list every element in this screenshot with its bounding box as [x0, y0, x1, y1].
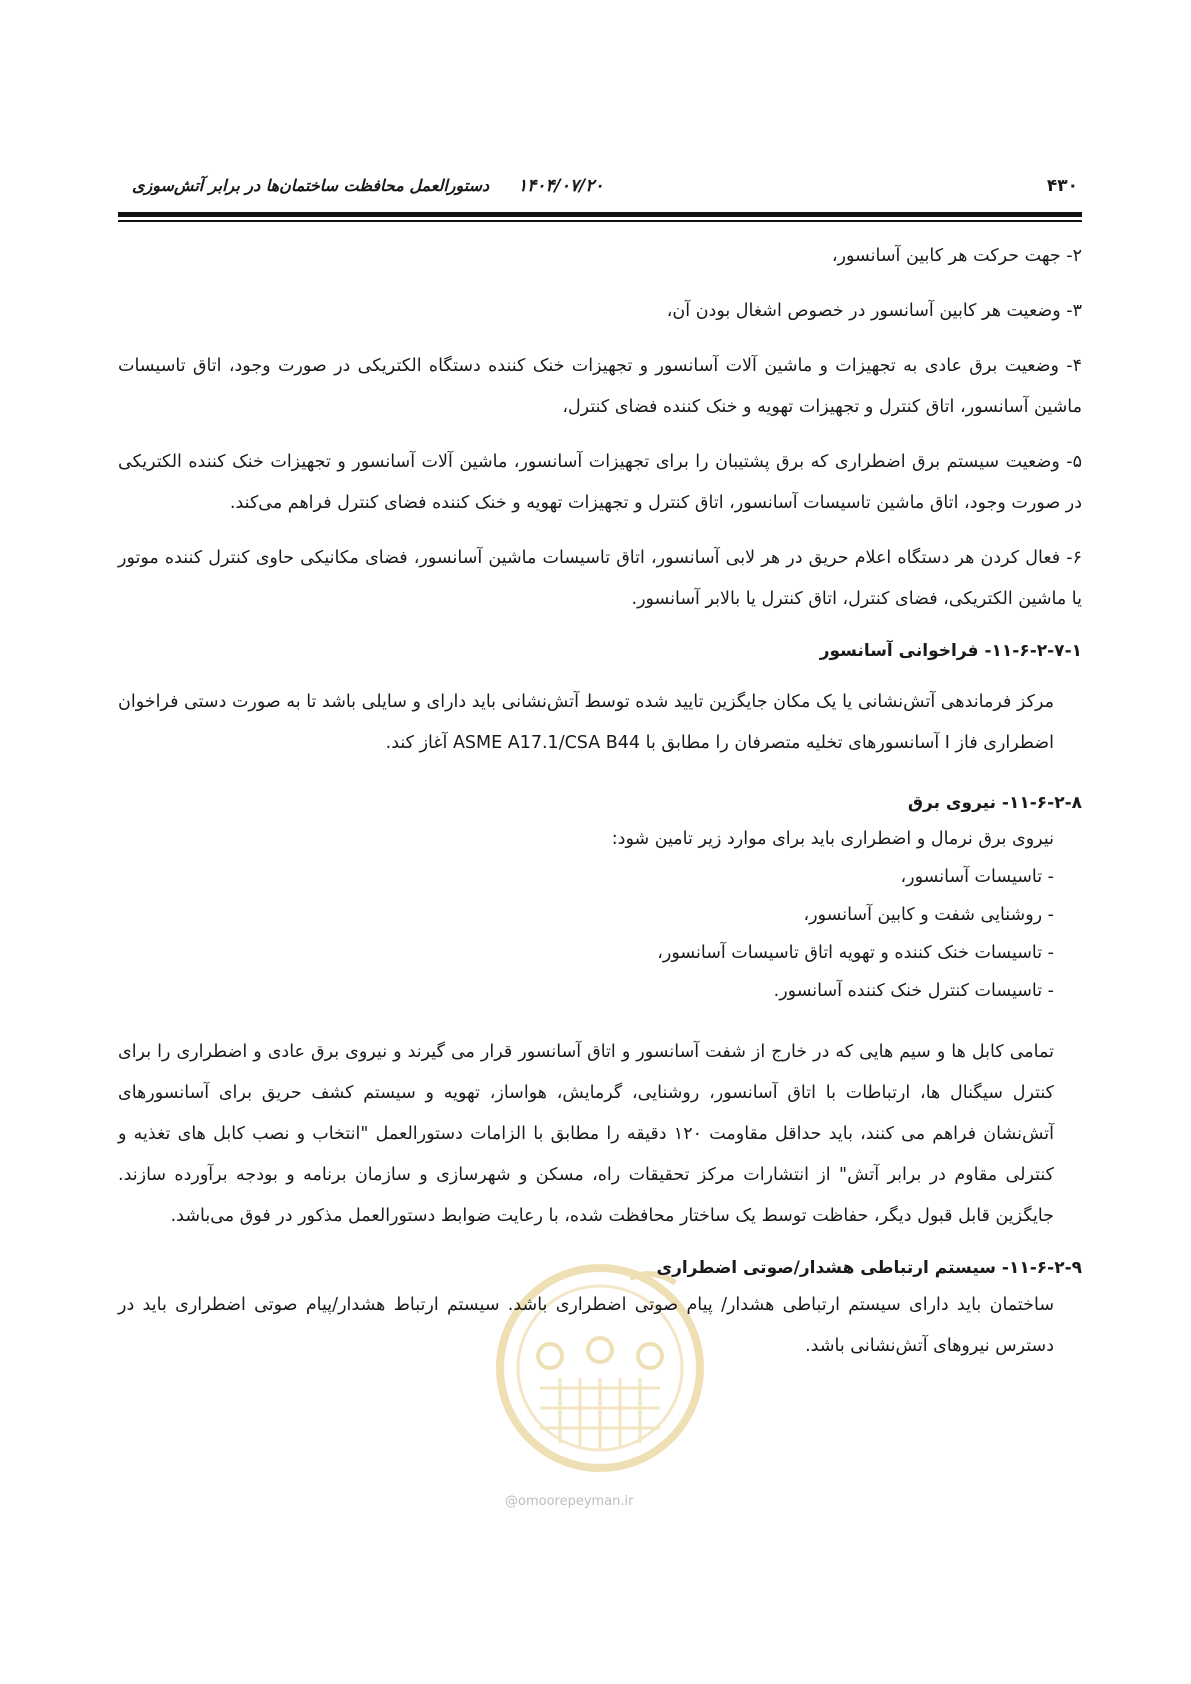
item-2: ۲- جهت حرکت هر کابین آسانسور، [831, 246, 1082, 266]
header-rule-thick [118, 212, 1082, 217]
header-title: دستورالعمل محافظت ساختمان‌ها در برابر آتش‌سوزی [132, 176, 490, 195]
recall-paragraph [118, 682, 1082, 764]
item-4: ۴- وضعیت برق عادی به تجهیزات و ماشین آلات آسانسور و تجهیزات خنک کننده دستگاه الکتریکی در صورت وجود، اتاق تاسیسات ماشین آسانسور، اتاق کنترل و تجهیزات تهویه و خنک کننده فضای کنترل، [118, 356, 1082, 417]
item-6: ۶- فعال کردن هر دستگاه اعلام حریق در هر لابی آسانسور، اتاق تاسیسات ماشین آسانسور، فضای مکانیکی حاوی کنترل کننده موتور یا ماشین الکتریکی، فضای کنترل، اتاق کنترل یا بالابر آسانسور. [118, 548, 1082, 609]
power-list-item: - روشنایی شفت و کابین آسانسور، [803, 905, 1054, 925]
document-body [118, 236, 1082, 1367]
power-list-item: - تاسیسات آسانسور، [900, 867, 1054, 887]
voice-alarm-paragraph: ساختمان باید دارای سیستم ارتباطی هشدار/ پیام صوتی اضطراری باشد. سیستم ارتباط هشدار/پیام صوتی اضطراری باید در دسترس نیروهای آتش‌نشانی باشد. [118, 1295, 1054, 1356]
recall-text-b: آغاز کند. [385, 733, 448, 753]
watermark-url: @omoorepeyman.ir [505, 1494, 634, 1509]
recall-standard: ASME A17.1/CSA B44 [452, 733, 641, 753]
recall-text-a: مرکز فرماندهی آتش‌نشانی یا یک مکان جایگزین تایید شده توسط آتش‌نشانی باید دارای و سایلی باشد تا به صورت دستی فراخوان اضطراری فاز I آسانسورهای تخلیه متصرفان را مطابق با [118, 692, 1054, 753]
power-list-item: - تاسیسات کنترل خنک کننده آسانسور. [773, 981, 1054, 1001]
header-date: ۱۴۰۴/۰۷/۲۰ [518, 176, 604, 196]
heading-voice-alarm: ۱۱-۶-۲-۹- سیستم ارتباطی هشدار/صوتی اضطراری [656, 1258, 1082, 1278]
power-list [118, 820, 1082, 1010]
item-5: ۵- وضعیت سیستم برق اضطراری که برق پشتیبان را برای تجهیزات آسانسور، ماشین آلات آسانسور و تجهیزات خنک کننده الکتریکی در صورت وجود، اتاق ماشین تاسیسات آسانسور، اتاق کنترل و تجهیزات تهویه و خنک کننده فضای کنترل فراهم می‌کند. [118, 452, 1082, 513]
header-rule-thin [118, 220, 1082, 222]
cables-paragraph: تمامی کابل ها و سیم هایی که در خارج از شفت آسانسور و اتاق آسانسور قرار می گیرند و نیروی برق عادی و اضطراری را برای کنترل سیگنال ها، ارتباطات با اتاق آسانسور، روشنایی، گرمایش، هواساز، تهویه و سیستم کشف حریق برای آسانسورهای آتش‌نشان فراهم می کنند، باید حداقل مقاومت ۱۲۰ دقیقه را مطابق با الزامات دستورالعمل "انتخاب و نصب کابل های تغذیه و کنترلی مقاوم در برابر آتش" از انتشارات مرکز تحقیقات راه، مسکن و شهرسازی و سازمان برنامه و بودجه برآورده سازند. جایگزین قابل قبول دیگر، حفاظت توسط یک ساختار محافظت شده، با رعایت ضوابط دستورالعمل مذکور در فوق می‌باشد. [118, 1042, 1054, 1226]
item-3: ۳- وضعیت هر کابین آسانسور در خصوص اشغال بودن آن، [666, 301, 1082, 321]
page-header [118, 176, 1078, 202]
power-list-item: - تاسیسات خنک کننده و تهویه اتاق تاسیسات آسانسور، [657, 943, 1054, 963]
heading-elevator-recall: ۱۱-۶-۲-۷-۱- فراخوانی آسانسور [819, 641, 1082, 661]
page-number: ۴۳۰ [1046, 176, 1078, 196]
heading-electric-power: ۱۱-۶-۲-۸- نیروی برق [907, 793, 1082, 813]
power-intro: نیروی برق نرمال و اضطراری باید برای موارد زیر تامین شود: [611, 829, 1054, 849]
